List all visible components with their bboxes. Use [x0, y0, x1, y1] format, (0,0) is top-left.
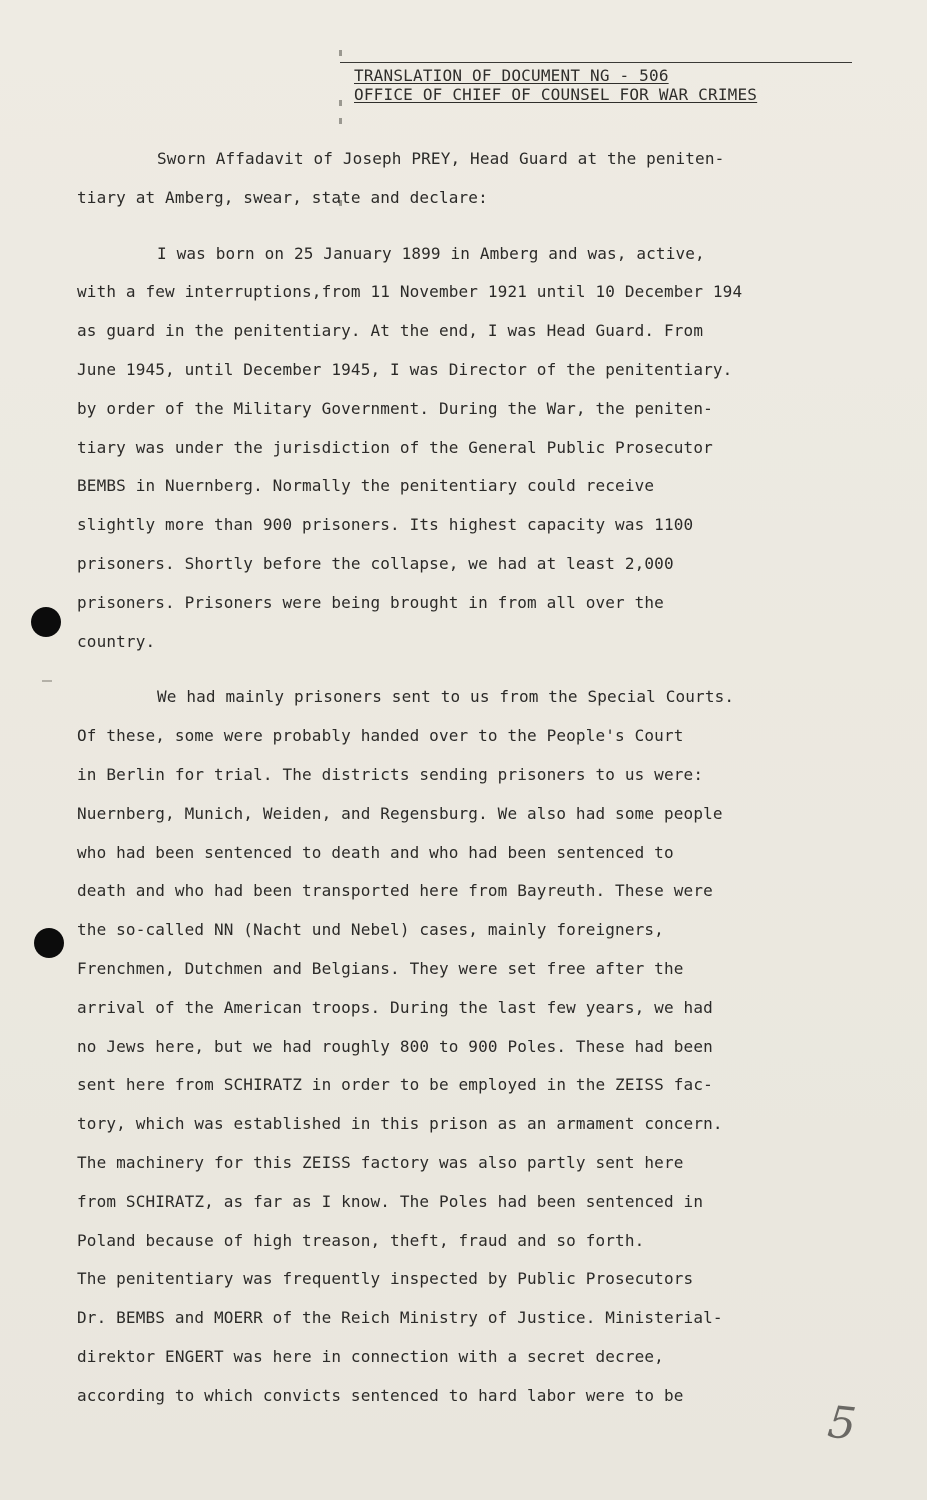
text-line: prisoners. Shortly before the collapse, we had at least 2,000	[77, 553, 674, 573]
text-line: The machinery for this ZEISS factory was also partly sent here	[77, 1152, 684, 1172]
text-line: in Berlin for trial. The districts sending prisoners to us were:	[77, 764, 704, 784]
text-line: The penitentiary was frequently inspected by Public Prosecutors	[77, 1269, 694, 1289]
paragraph-gap	[77, 218, 877, 235]
text-line: by order of the Military Government. During the War, the peniten-	[77, 398, 713, 418]
document-header	[338, 62, 858, 104]
punch-hole	[34, 928, 64, 958]
text-line: tiary at Amberg, swear, state and declare:	[77, 187, 488, 207]
text-line: the so-called NN (Nacht und Nebel) cases, mainly foreigners,	[77, 920, 664, 940]
text-line: June 1945, until December 1945, I was Director of the penitentiary.	[77, 359, 733, 379]
text-line: sent here from SCHIRATZ in order to be employed in the ZEISS fac-	[77, 1075, 713, 1095]
text-line: slightly more than 900 prisoners. Its highest capacity was 1100	[77, 515, 694, 535]
paragraph-gap	[77, 661, 877, 678]
text-line: who had been sentenced to death and who had been sentenced to	[77, 842, 674, 862]
text-line: Poland because of high treason, theft, fraud and so forth.	[77, 1230, 645, 1250]
margin-mark	[339, 118, 342, 124]
header-title: TRANSLATION OF DOCUMENT NG - 506	[354, 66, 669, 85]
text-line: Dr. BEMBS and MOERR of the Reich Ministry of Justice. Ministerial-	[77, 1308, 723, 1328]
document-body	[77, 140, 877, 1416]
text-line: according to which convicts sentenced to hard labor were to be	[77, 1385, 684, 1405]
text-line: I was born on 25 January 1899 in Amberg and was, active,	[157, 243, 705, 263]
text-line: tiary was under the jurisdiction of the General Public Prosecutor	[77, 437, 713, 457]
text-line: Of these, some were probably handed over to the People's Court	[77, 726, 684, 746]
text-line: from SCHIRATZ, as far as I know. The Poles had been sentenced in	[77, 1191, 704, 1211]
text-line: arrival of the American troops. During the last few years, we had	[77, 997, 713, 1017]
text-line: as guard in the penitentiary. At the end, I was Head Guard. From	[77, 321, 704, 341]
punch-hole	[31, 607, 61, 637]
text-line: direktor ENGERT was here in connection with a secret decree,	[77, 1346, 664, 1366]
header-office: OFFICE OF CHIEF OF COUNSEL FOR WAR CRIMES	[354, 85, 758, 104]
page-number: 5	[825, 1396, 859, 1451]
text-line: Nuernberg, Munich, Weiden, and Regensburg. We also had some people	[77, 803, 723, 823]
text-line: no Jews here, but we had roughly 800 to 900 Poles. These had been	[77, 1036, 713, 1056]
text-line: We had mainly prisoners sent to us from the Special Courts.	[157, 687, 735, 707]
paragraph	[77, 678, 877, 1415]
text-line: Sworn Affadavit of Joseph PREY, Head Guard at the peniten-	[157, 149, 725, 168]
text-line: country.	[77, 631, 156, 651]
text-line: death and who had been transported here from Bayreuth. These were	[77, 881, 713, 901]
text-line: tory, which was established in this prison as an armament concern.	[77, 1114, 723, 1134]
text-line: prisoners. Prisoners were being brought in from all over the	[77, 592, 664, 612]
text-line: Frenchmen, Dutchmen and Belgians. They were set free after the	[77, 958, 684, 978]
text-line: with a few interruptions,from 11 November 1921 until 10 December 194	[77, 282, 743, 302]
margin-mark	[42, 680, 52, 682]
text-line: BEMBS in Nuernberg. Normally the penitentiary could receive	[77, 476, 655, 496]
margin-mark	[339, 50, 342, 56]
paragraph	[77, 140, 877, 218]
paragraph	[77, 235, 877, 662]
